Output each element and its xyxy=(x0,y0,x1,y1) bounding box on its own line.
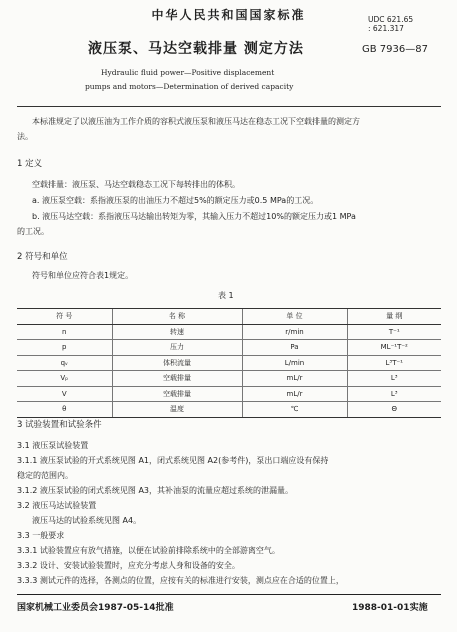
table-caption: 表 1 xyxy=(218,291,234,300)
implementation-date: 1988-01-01实施 xyxy=(352,603,428,613)
document-title: 液压泵、马达空载排量 测定方法 xyxy=(88,41,304,57)
table-cell: p xyxy=(17,340,112,356)
table-row xyxy=(17,355,441,371)
table-cell: L/min xyxy=(242,355,347,371)
intro-line2: 法。 xyxy=(17,132,33,141)
table-cell: 空载排量 xyxy=(112,386,242,402)
table-row xyxy=(17,324,441,340)
table-cell: θ xyxy=(17,402,112,418)
approval-date: 国家机械工业委员会1987-05-14批准 xyxy=(17,603,174,613)
table-cell: T⁻¹ xyxy=(347,324,441,340)
section3-3-1: 3.3.1 试验装置应有放气措施，以便在试验前排除系统中的全部游离空气。 xyxy=(17,546,280,555)
table-cell: ℃ xyxy=(242,402,347,418)
section3-3-2: 3.3.2 设计、安装试验装置时，应充分考虑人身和设备的安全。 xyxy=(17,561,240,570)
section1-item-b: b. 液压马达空载：系指液压马达输出转矩为零，其输入压力不超过10%的额定压力或1 MPa xyxy=(32,212,356,221)
table-cell: L³ xyxy=(347,371,441,387)
table-cell: L³T⁻¹ xyxy=(347,355,441,371)
standard-number: GB 7936—87 xyxy=(362,44,428,55)
table-cell: mL/r xyxy=(242,386,347,402)
section2-heading: 2 符号和单位 xyxy=(17,252,68,262)
table-cell: V xyxy=(17,386,112,402)
intro-line1: 本标准规定了以液压油为工作介质的容积式液压泵和液压马达在稳态工况下空载排量的测定方 xyxy=(32,117,360,126)
table-cell: r/min xyxy=(242,324,347,340)
section3-1-2: 3.1.2 液压泵试验的闭式系统见图 A3，其补油泵的流量应超过系统的泄漏量。 xyxy=(17,486,294,495)
section3-3-3: 3.3.3 测试元件的选择，各测点的位置，应按有关的标准进行安装，测点应在合适的位置上， xyxy=(17,576,344,585)
section3-2-text: 液压马达的试验系统见图 A4。 xyxy=(32,516,142,525)
section1-item-b-cont: 的工况。 xyxy=(17,227,49,236)
column-header-unit: 单 位 xyxy=(242,309,347,325)
section3-heading: 3 试验装置和试验条件 xyxy=(17,420,102,430)
symbols-units-table xyxy=(17,308,441,418)
section2-intro: 符号和单位应符合表1规定。 xyxy=(32,271,134,280)
section3-1-1: 3.1.1 液压泵试验的开式系统见图 A1，闭式系统见图 A2(参考件)，泵出口端应设有保持 xyxy=(17,456,329,465)
table-cell: 温度 xyxy=(112,402,242,418)
issuing-authority: 中华人民共和国国家标准 xyxy=(151,8,306,22)
udc-classification: UDC 621.65 : 621.317 xyxy=(368,15,414,33)
table-row xyxy=(17,371,441,387)
column-header-name: 名 称 xyxy=(112,309,242,325)
section1-definition: 空载排量：液压泵、马达空载稳态工况下每转排出的体积。 xyxy=(32,180,240,189)
table-cell: qᵥ xyxy=(17,355,112,371)
table-cell: Θ xyxy=(347,402,441,418)
table-cell: 转速 xyxy=(112,324,242,340)
title-divider xyxy=(17,106,441,107)
table-cell: Pa xyxy=(242,340,347,356)
table-cell: 压力 xyxy=(112,340,242,356)
section3-1-1-cont: 稳定的范围内。 xyxy=(17,471,73,480)
footer-divider xyxy=(17,594,441,595)
column-header-symbol: 符 号 xyxy=(17,309,112,325)
table-cell: 体积流量 xyxy=(112,355,242,371)
table-cell: Vₚ xyxy=(17,371,112,387)
section1-heading: 1 定义 xyxy=(17,159,43,169)
table-cell: L³ xyxy=(347,386,441,402)
table-row xyxy=(17,386,441,402)
section3-2-heading: 3.2 液压马达试验装置 xyxy=(17,501,97,510)
table-row xyxy=(17,340,441,356)
table-cell: ML⁻¹T⁻² xyxy=(347,340,441,356)
table-cell: n xyxy=(17,324,112,340)
english-title-line2: pumps and motors—Determination of derived capacity xyxy=(85,82,294,91)
section3-1-heading: 3.1 液压泵试验装置 xyxy=(17,441,89,450)
table-cell: 空载排量 xyxy=(112,371,242,387)
table-cell: mL/r xyxy=(242,371,347,387)
table-header-row xyxy=(17,309,441,325)
section3-3-heading: 3.3 一般要求 xyxy=(17,531,65,540)
section1-item-a: a. 液压泵空载：系指液压泵的出油压力不超过5%的额定压力或0.5 MPa的工况。 xyxy=(32,196,319,205)
column-header-dimension: 量 纲 xyxy=(347,309,441,325)
table-row xyxy=(17,402,441,418)
english-title-line1: Hydraulic fluid power—Positive displacement xyxy=(101,68,275,77)
